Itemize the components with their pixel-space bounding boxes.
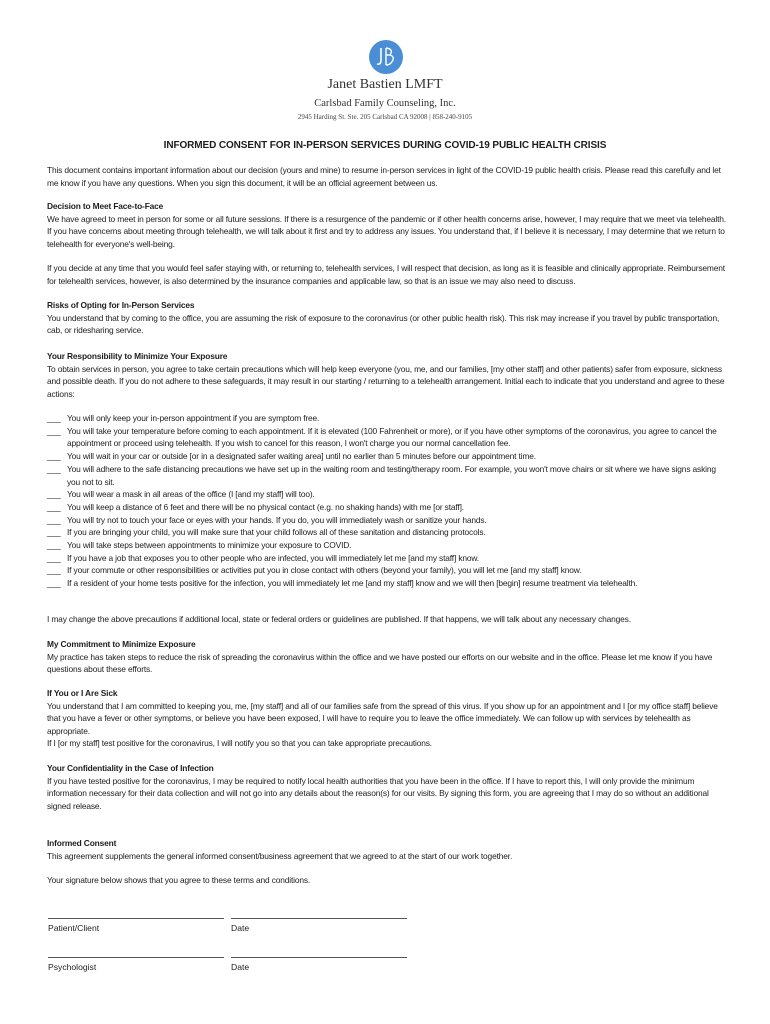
initials-blank[interactable]: ___ bbox=[47, 501, 61, 512]
checklist-item-text: If your commute or other responsibilities or activities put you in close contact with others (beyond your family), you will let me [and my staff] know. bbox=[67, 565, 582, 576]
intro-paragraph: This document contains important information about our decision (yours and mine) to resume in-person services in light of the COVID-19 public health crisis. Please read this carefully and let me know if you have any questions. When you sign this document, it will be an official agreement between us. bbox=[47, 165, 721, 188]
patient-signature-label: Patient/Client bbox=[48, 923, 100, 933]
section-heading: If You or I Are Sick bbox=[47, 688, 118, 698]
paragraph: I may change the above precautions if additional local, state or federal orders or guidelines are published. If that happens, we will talk about any necessary changes. bbox=[47, 614, 631, 624]
initials-blank[interactable]: ___ bbox=[47, 489, 61, 500]
sick-section-continued bbox=[47, 737, 727, 750]
psychologist-signature-label: Psychologist bbox=[48, 962, 97, 972]
initials-blank[interactable]: ___ bbox=[47, 540, 61, 551]
psychologist-date-label: Date bbox=[231, 962, 250, 972]
section-heading: My Commitment to Minimize Exposure bbox=[47, 639, 196, 649]
initials-blank[interactable]: ___ bbox=[47, 413, 61, 423]
document-title: INFORMED CONSENT FOR IN-PERSON SERVICES DURING COVID-19 PUBLIC HEALTH CRISIS bbox=[163, 140, 607, 151]
checklist-item-text: You will take your temperature before coming to each appointment. If it is elevated (100 Fahrenheit or more), or if you have other symptoms of the coronavirus, you agree to cancel the appointment or proceed using telehealth. If you wish to cancel for this reason, I won't charge you our normal cancellation fee. bbox=[67, 425, 717, 449]
initials-blank[interactable]: ___ bbox=[47, 451, 61, 462]
section-heading: Your Responsibility to Minimize Your Exposure bbox=[47, 351, 228, 361]
checklist-item bbox=[47, 539, 727, 552]
section-heading: Informed Consent bbox=[47, 838, 117, 848]
initials-blank[interactable]: ___ bbox=[47, 463, 61, 474]
paragraph: If you have tested positive for the coronavirus, I may be required to notify local health authorities that you have been in the office. If I have to report this, I will only provide the minimum information necessary for their data collection and will not go into any details about the reason(s) for our visits. By signing this form, you are agreeing that I may do so without an additional signed release. bbox=[47, 775, 709, 812]
decision-section bbox=[47, 200, 727, 251]
commitment-section bbox=[47, 638, 727, 676]
sick-section bbox=[47, 687, 727, 738]
intro-section bbox=[47, 164, 727, 189]
checklist-item bbox=[47, 564, 727, 577]
initials-blank[interactable]: ___ bbox=[47, 565, 61, 576]
initials-blank[interactable]: ___ bbox=[47, 527, 61, 538]
checklist-item-text: You will wear a mask in all areas of the office (I [and my staff] will too). bbox=[67, 489, 315, 500]
section-heading: Risks of Opting for In-Person Services bbox=[47, 300, 195, 310]
checklist-item bbox=[47, 501, 727, 514]
address-line: 2945 Harding St. Ste. 205 Carlsbad CA 92008 | 858-240-9105 bbox=[297, 113, 473, 121]
organization-name: Carlsbad Family Counseling, Inc. bbox=[314, 98, 456, 109]
initials-blank[interactable]: ___ bbox=[47, 578, 61, 589]
checklist-item-text: You will wait in your car or outside [or in a designated safer waiting area] until no earlier than 5 minutes before our appointment time. bbox=[67, 451, 536, 462]
checklist-item-text: You will only keep your in-person appointment if you are symptom free. bbox=[67, 413, 320, 423]
consent-section bbox=[47, 837, 727, 862]
paragraph: We have agreed to meet in person for some or all future sessions. If there is a resurgence of the pandemic or if other health concerns arise, however, I may require that we meet via telehealth. If you have concerns about meeting through telehealth, we will talk about it first and try to address any issues. You understand that, if I believe it is necessary, I may determine that we return to telehealth for everyone's well-being. bbox=[47, 213, 726, 250]
checklist-item bbox=[47, 526, 727, 539]
paragraph: This agreement supplements the general informed consent/business agreement that we agreed to at the start of our work together. bbox=[47, 850, 513, 861]
checklist-item bbox=[47, 514, 727, 527]
paragraph: To obtain services in person, you agree to take certain precautions which will help keep everyone (you, me, and our families, [my other staff] and other patients) safer from exposure, sickness and possible death. If you do not adhere to these safeguards, it may result in our starting / returning to a telehealth arrangement. Initial each to indicate that you understand and agree to these actions: bbox=[47, 363, 725, 400]
checklist-item-text: You will take steps between appointments to minimize your exposure to COVID. bbox=[67, 540, 352, 551]
psychologist-date-line[interactable] bbox=[231, 957, 407, 958]
precautions-checklist bbox=[47, 412, 727, 590]
checklist-item-text: If you are bringing your child, you will make sure that your child follows all of these sanitation and distancing protocols. bbox=[67, 527, 486, 538]
paragraph: You understand that by coming to the office, you are assuming the risk of exposure to the coronavirus (or other public health risk). This risk may increase if you travel by public transportation, cab, or ridesharing service. bbox=[47, 312, 720, 336]
checklist-item-text: If you have a job that exposes you to other people who are infected, you will immediately let me [and my staff] know. bbox=[67, 552, 479, 563]
section-heading: Decision to Meet Face-to-Face bbox=[47, 201, 164, 211]
checklist-item-text: You will adhere to the safe distancing precautions we have set up in the waiting room and testing/therapy room. For example, you won't move chairs or sit where we have signs asking you not to sit. bbox=[67, 463, 716, 487]
paragraph: If I [or my staff] test positive for the coronavirus, I will notify you so that you can take appropriate precautions. bbox=[47, 738, 432, 748]
checklist-item bbox=[47, 412, 727, 425]
psychologist-signature-line[interactable] bbox=[48, 957, 224, 958]
checklist-item bbox=[47, 488, 727, 501]
initials-blank[interactable]: ___ bbox=[47, 425, 61, 436]
initials-blank[interactable]: ___ bbox=[47, 514, 61, 525]
precautions-note bbox=[47, 613, 727, 626]
patient-date-label: Date bbox=[231, 923, 250, 933]
checklist-item bbox=[47, 450, 727, 463]
decision-section-continued bbox=[47, 262, 727, 287]
checklist-item bbox=[47, 552, 727, 565]
patient-date-line[interactable] bbox=[231, 918, 407, 919]
initials-blank[interactable]: ___ bbox=[47, 552, 61, 563]
patient-signature-line[interactable] bbox=[48, 918, 224, 919]
responsibility-section bbox=[47, 350, 727, 401]
confidentiality-section bbox=[47, 762, 727, 813]
practitioner-name: Janet Bastien LMFT bbox=[327, 77, 443, 92]
paragraph: My practice has taken steps to reduce the risk of spreading the coronavirus within the office and we have posted our efforts on our website and in the office. Please let me know if you have questions about these efforts. bbox=[47, 651, 713, 675]
checklist-item bbox=[47, 463, 727, 488]
checklist-item-text: If a resident of your home tests positive for the infection, you will immediately let me [and my staff] know and we will then [begin] resume treatment via telehealth. bbox=[67, 578, 638, 589]
paragraph: Your signature below shows that you agree to these terms and conditions. bbox=[47, 875, 311, 885]
section-heading: Your Confidentiality in the Case of Infection bbox=[47, 763, 214, 773]
risks-section bbox=[47, 299, 727, 337]
consent-section-continued bbox=[47, 874, 727, 887]
checklist-item-text: You will keep a distance of 6 feet and there will be no physical contact (e.g. no shaking hands) with me [or staff]. bbox=[67, 501, 464, 512]
checklist-item bbox=[47, 577, 727, 590]
paragraph: If you decide at any time that you would feel safer staying with, or returning to, telehealth services, I will respect that decision, as long as it is feasible and clinically appropriate. Reimbursement for telehealth services, however, is also determined by the insurance companies and applicable law, so that is an issue we may also need to discuss. bbox=[47, 263, 725, 286]
jb-monogram-logo bbox=[369, 40, 403, 74]
checklist-item bbox=[47, 425, 727, 450]
checklist-item-text: You will try not to touch your face or eyes with your hands. If you do, you will immediately wash or sanitize your hands. bbox=[67, 514, 487, 525]
paragraph: You understand that I am committed to keeping you, me, [my staff] and all of our families safe from the spread of this virus. If you show up for an appointment and I [or my office staff] believe that you have a fever or other symptoms, or believe you have been exposed, I will have to require you to leave the office immediately. We can follow up with services by telehealth as appropriate. bbox=[47, 700, 718, 737]
